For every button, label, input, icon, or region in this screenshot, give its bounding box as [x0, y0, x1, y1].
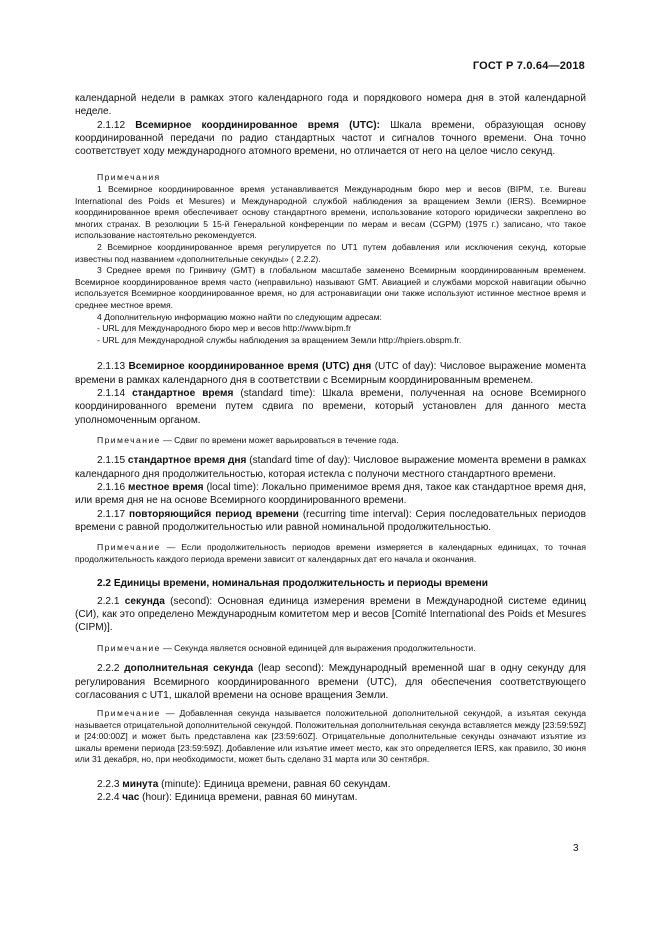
term-2-1-14: [75, 387, 586, 427]
note-2-2-1: [75, 643, 586, 655]
term-number: 2.1.17: [97, 508, 129, 520]
term-2-2-2: [75, 662, 586, 702]
term-2-2-3: [75, 778, 586, 791]
page-body: [75, 92, 586, 805]
term-number: 2.2.3: [97, 779, 123, 791]
term-number: 2.1.14: [97, 387, 133, 399]
term-title: Всемирное координированное время (UTC):: [135, 119, 381, 131]
term-definition: (recurring time interval): Серия последовательных периодов времени с равной продолжительностью или равной номинальной продолжительностью.: [75, 508, 586, 533]
term-2-1-17: [75, 508, 586, 535]
note-text: — Если продолжительность периодов времени измеряется в календарных единицах, то точная продолжительность каждого периода времени зависит от календарных дат его начала и окончания.: [75, 542, 586, 564]
section-2-2-heading: 2.2 Единицы времени, номинальная продолжительность и периоды времени: [97, 578, 488, 590]
term-title: повторяющийся период времени: [129, 508, 299, 520]
term-title: местное время: [128, 482, 204, 494]
term-title: стандартное время: [132, 387, 234, 399]
term-number: 2.1.16: [97, 482, 129, 494]
term-definition: (second): Основная единица измерения времени в Международной системе единиц (СИ), как это определено Международным комитетом мер и весов [Comité International des Poids et Mesures (CIPM)].: [75, 595, 586, 634]
term-definition: (leap second): Международный временной шаг в одну секунду для регулирования Всемирного координированного времени (UTC), для обеспечения соответствующего согласования с UT1, шкалой времени на основе вращения Земли.: [75, 663, 586, 701]
notes-heading: Примечания: [97, 172, 161, 183]
continued-paragraph: календарной недели в рамках этого календарного года и порядкового номера дня в этой календарной неделе.: [75, 93, 586, 118]
note-2-1-14: [75, 435, 586, 447]
note-4: 4 Дополнительную информацию можно найти по следующим адресам:: [97, 311, 382, 322]
term-2-1-16: [75, 481, 586, 508]
term-2-2-4: [75, 791, 586, 804]
note-4-url-iers: - URL для Международной службы наблюдения за вращением Земли http://hpiers.obspm.fr.: [97, 334, 462, 345]
note-text: — Секунда является основной единицей для выражения продолжительности.: [160, 642, 476, 653]
note-4-url-bipm: - URL для Международного бюро мер и весов http://www.bipm.fr: [97, 323, 352, 334]
note-2: 2 Всемирное координированное время регулируется по UT1 путем добавления или исключения секунд, которые известны под названием «дополнительные секунды» ( 2.2.2).: [75, 242, 586, 264]
note-label: Примечание: [97, 642, 161, 653]
term-definition: (local time): Локально применимое время дня, такое как стандартное время дня, или время дня не на основе Всемирного координированного времени.: [75, 482, 586, 507]
term-title: секунда: [124, 595, 165, 607]
term-2-1-13: [75, 360, 586, 387]
note-3: 3 Среднее время по Гринвичу (GMT) в глобальном масштабе заменено Всемирным координированным временем. Всемирное координированное время часто (неправильно) называют GMT. Авиацией и службами морской навигации обычно используется Всемирное координированное время, но для астронавигации они также используют истинное местное время и среднее местное время.: [75, 265, 586, 311]
term-title: Всемирное координированное время (UTC) дня: [128, 361, 372, 373]
term-definition: (standard time of day): Числовое выражение момента времени в рамках календарного дня продолжительностью, которая истекла с полуночи местного стандартного времени.: [75, 455, 586, 480]
term-definition: (standard time): Шкала времени, полученная на основе Всемирного координированного времени путем сдвига по времени, который установлен для данного места уполномоченным органом.: [75, 387, 586, 426]
note-2-2-2: [75, 708, 586, 766]
term-number: 2.2.4: [97, 792, 123, 804]
page-number: 3: [573, 843, 579, 854]
term-number: 2.1.13: [97, 361, 129, 373]
term-definition: (UTC of day): Числовое выражение момента времени в рамках календарного дня в соответствии с Всемирным координированным временем.: [75, 361, 586, 386]
term-title: дополнительная секунда: [124, 663, 254, 675]
term-number: 2.1.15: [97, 455, 128, 467]
note-text: — Сдвиг по времени может варьироваться в течение года.: [160, 434, 399, 445]
term-2-1-15: [75, 454, 586, 481]
term-number: 2.1.12: [97, 119, 136, 131]
note-2-1-17: [75, 542, 586, 565]
term-definition: (hour): Единица времени, равная 60 минутам.: [139, 792, 358, 804]
term-2-2-1: [75, 595, 586, 635]
term-title: час: [122, 792, 140, 804]
note-label: Примечание: [97, 708, 161, 719]
note-label: Примечание: [97, 434, 161, 445]
doc-code-header: ГОСТ Р 7.0.64—2018: [472, 60, 585, 72]
note-text: — Добавленная секунда называется положительной дополнительной секундой, а изъятая секунда называется отрицательной дополнительной секундой. Положительная дополнительная секунда вставляется между [23:59:59Z] и [24:00:00Z] и может быть представлена как [23:59:60Z]. Отрицательные дополнительные секунды означают изъятие из шкалы времени периода [23:59:59Z]. Добавление или изъятие имеет место, как это определяется IERS, как правило, 30 июня или 31 декабря, но, при необходимости, может быть сделано 31 марта или 30 сентября.: [75, 708, 586, 765]
term-2-1-12: [75, 119, 586, 159]
notes-block: [75, 172, 586, 346]
note-1: 1 Всемирное координированное время устанавливается Международным бюро мер и весов (BIPM, т.е. Bureau International des Poids et Mesures) и Международной службой наблюдения за вращением Земли (IERS). Всемирное координированное время обеспечивает основу стандартного времени, использование которого юридически закреплено во многих странах. В резолюции 5 15-й Генеральной конференции по мерам и весам (CGPM) (1975 г.) записано, что такое использование настоятельно рекомендуется.: [75, 184, 586, 241]
term-number: 2.2.2: [97, 663, 125, 675]
note-label: Примечание: [97, 542, 161, 553]
term-number: 2.2.1: [97, 595, 125, 607]
term-title: минута: [122, 779, 159, 791]
term-definition: Шкала времени, образующая основу координированной передачи по радио стандартных частот и сигналов точного времени. Она точно соответствует ходу международного атомного времени, но отличается от него на целое число секунд.: [75, 119, 586, 158]
term-title: стандартное время дня: [127, 455, 247, 467]
term-definition: (minute): Единица времени, равная 60 секундам.: [158, 779, 391, 791]
